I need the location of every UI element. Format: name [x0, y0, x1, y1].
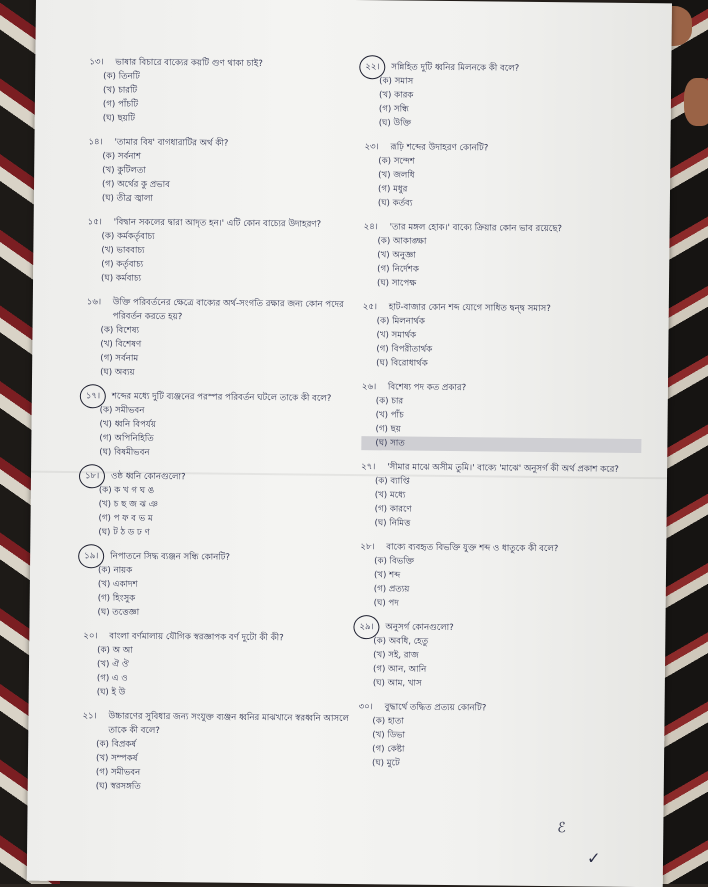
question-text: শব্দের মধ্যে দুটি ব্যঞ্জনের পরস্পর পরিবর্তন ঘটলে তাকে কী বলে?: [111, 391, 332, 404]
question-text: বিশেষ্য পদ কত প্রকার?: [387, 382, 467, 394]
option: (ক) তিনটি: [103, 71, 140, 82]
option: (ক) অবধি, হেতু: [373, 636, 429, 647]
option: (ক) সমাস: [379, 76, 414, 87]
option: (গ) সন্ধি: [378, 104, 409, 115]
question-27: [360, 460, 641, 533]
option: (ঘ) কর্তব্য: [377, 198, 413, 209]
question-number: ২৪।: [363, 222, 378, 233]
question-number: ১৩।: [89, 57, 104, 68]
question-text: হাট-বাজার কোন শব্দ যোগে সাধিত দ্বন্দ্ব সমাস?: [388, 302, 551, 315]
option: (ঘ) তীব্র জ্বালা: [101, 193, 153, 204]
option: (গ) এ ও: [96, 673, 128, 684]
question-text: ওষ্ঠ ধ্বনি কোনগুলো?: [110, 471, 186, 483]
question-number: ২৭।: [361, 462, 376, 473]
option-highlighted: (ঘ) সাত: [361, 436, 641, 453]
option: (খ) জলধি: [378, 170, 415, 181]
left-column: [82, 55, 360, 806]
option: (ঘ) পদ: [373, 598, 399, 609]
question-text: বাংলা বর্ণমালায় যৌগিক স্বরজ্ঞাপক বর্ণ দুটো কী কী?: [109, 631, 284, 644]
question-text: রূঢ়ি শব্দের উদাহরণ কোনটি?: [390, 142, 489, 154]
question-number-circled: ১৭।: [86, 389, 112, 403]
option: (ঘ) কর্মবাচ্য: [101, 273, 142, 284]
question-13: [89, 55, 360, 128]
question-26: [361, 380, 642, 453]
question-21: [82, 709, 353, 796]
question-28: [360, 540, 641, 613]
question-24: [363, 220, 644, 293]
option: (গ) প্রত্যয়: [373, 584, 410, 595]
option: (গ) পাঁচটি: [102, 99, 139, 110]
question-number-circled: ২২।: [365, 60, 391, 74]
option: (ক) ক খ গ ঘ ঙ: [98, 485, 155, 496]
question-number-circled: ১৯।: [84, 549, 110, 563]
option: (খ) কারক: [378, 90, 414, 101]
option: (ক) বিপ্রকর্ষ: [96, 739, 137, 750]
question-text: 'বিদ্বান সকলের দ্বারা আদৃত হন।' এটি কোন বাচ্যের উদাহরণ?: [113, 217, 322, 230]
question-19: [84, 549, 355, 622]
question-text: বুদ্ধার্থে তদ্ধিত প্রত্যয় কোনটি?: [384, 702, 487, 714]
option: (খ) ডিভা: [372, 730, 406, 741]
option: (খ) সম্পকর্ষ: [95, 753, 138, 764]
question-number: ৩০।: [358, 702, 373, 713]
option: (গ) অর্থের কু প্রভাব: [102, 179, 170, 191]
question-text: 'সীমার মাঝে অসীম তুমি।' বাক্যে 'মাঝে' অনুসর্গ কী অর্থ প্রকাশ করে?: [387, 462, 619, 475]
option: (গ) অপিনিহিতি: [99, 433, 154, 444]
option: (ঘ) বিষমীভবন: [99, 447, 150, 458]
option: (ক) অ আ: [97, 645, 133, 656]
question-number: ১৫।: [87, 217, 102, 228]
question-text: সন্নিহিত দুটি ধ্বনির মিলনকে কী বলে?: [391, 62, 520, 74]
option: (খ) চ ছ জ ঝ ঞ: [98, 499, 158, 510]
option: (ঘ) আম, খাস: [372, 678, 422, 689]
question-number: ২০।: [83, 631, 98, 642]
question-number: ২১।: [82, 711, 97, 722]
question-18: [84, 469, 355, 542]
option: (ক) কর্মকর্তৃবাচ্য: [101, 231, 155, 242]
option: (গ) ছয়: [375, 424, 401, 435]
question-text: 'তামার বিষ' বাগধারাটির অর্থ কী?: [114, 137, 229, 149]
option: (ঘ) সাপেক্ষ: [376, 278, 417, 289]
option: (ক) ব্যাপ্তি: [374, 476, 410, 487]
option: (ক) সমীভবন: [99, 405, 145, 416]
question-16: [86, 295, 357, 382]
question-14: [88, 135, 359, 208]
option: (গ) সমীভবন: [95, 767, 141, 778]
option: (ক) আকাঙ্ক্ষা: [377, 236, 427, 247]
option: (খ) চারটি: [102, 85, 138, 96]
question-number: ২৬।: [361, 382, 377, 393]
question-number: ২৮।: [360, 542, 375, 553]
option: (ঘ) তত্তেজ্ঞা: [97, 607, 140, 618]
option: (ঘ) মুটে: [371, 758, 400, 769]
question-20: [83, 629, 354, 702]
option: (খ) ভাববাচ্য: [101, 245, 145, 256]
option: (ক) মিলনার্থক: [376, 316, 425, 327]
option: (ক) হাতা: [372, 716, 404, 727]
option: (ঘ) উক্তি: [378, 118, 412, 129]
question-text: ভাষার বিচারে বাক্যের কয়টি গুণ থাকা চাই?: [115, 57, 263, 70]
option: (গ) আন, আনি: [372, 664, 427, 675]
question-text: বাক্যে ব্যবহৃত বিভক্তি যুক্ত শব্দ ও ধাতুকে কী বলে?: [386, 542, 559, 555]
question-15: [87, 215, 358, 288]
question-text: 'তার মঙ্গল হোক।' বাক্যে ক্রিয়ার কোন ভাব রয়েছে?: [389, 222, 563, 235]
right-column: [358, 60, 646, 783]
question-text: নিপাতনে সিদ্ধ ব্যঞ্জন সন্ধি কোনটি?: [110, 551, 231, 563]
question-text: উক্তি পরিবর্তনের ক্ষেত্রে বাক্যের অর্থ-সংগতি রক্ষার জন্য কোন পদের পরিবর্তন করতে হয়?: [112, 297, 344, 323]
option: (ঘ) ই উ: [96, 687, 126, 698]
option: (ক) নায়ক: [97, 565, 133, 576]
option: (ঘ) ছয়টি: [102, 113, 135, 124]
option: (খ) মধ্যে: [374, 490, 406, 501]
option: (ক) সন্দেশ: [378, 156, 415, 167]
option: (ঘ) স্বরসঙ্গতি: [95, 781, 141, 792]
question-17: [85, 389, 356, 462]
option: (ক) বিভক্তি: [374, 556, 415, 567]
option: (গ) প ফ ব ভ ম: [98, 513, 153, 524]
question-text: উচ্চারণের সুবিধার জন্য সংযুক্ত ব্যঞ্জন ধ্বনির মাঝখানে স্বরধ্বনি আসলে তাকে কী বলে?: [108, 711, 349, 737]
option: (ক) বিশেষ্য: [100, 325, 140, 336]
question-sheet: [27, 0, 672, 887]
question-number: ১৬।: [86, 297, 102, 308]
pen-checkmark-icon: ✓: [586, 848, 601, 868]
option: (খ) শব্দ: [373, 570, 401, 581]
option: (গ) কারণে: [374, 504, 412, 515]
question-number: ২৩।: [364, 142, 379, 153]
option: (গ) বিপরীতার্থক: [376, 344, 433, 355]
option: (গ) কেষ্টা: [372, 744, 405, 755]
question-number-circled: ১৮।: [85, 469, 111, 483]
option: (খ) কুটিলতা: [102, 165, 146, 176]
option: (ঘ) বিরোধার্থক: [376, 358, 428, 369]
option: (খ) সই, রাজ: [373, 650, 419, 661]
option: (গ) হিংসুক: [97, 593, 136, 604]
option: (খ) একাদশ: [97, 579, 138, 590]
option: (গ) সর্বনাম: [100, 353, 139, 364]
option: (ক) সর্বনাশ: [102, 151, 142, 162]
question-22: [365, 60, 646, 133]
option: (খ) পাঁচ: [375, 410, 404, 421]
question-number: ১৪।: [88, 137, 103, 148]
question-30: [358, 700, 639, 773]
option: (খ) ঐ ঔ: [96, 659, 129, 670]
question-23: [364, 140, 645, 213]
finger-right: [684, 78, 708, 126]
question-25: [362, 300, 643, 373]
option: (গ) কর্তৃবাচ্য: [101, 259, 144, 270]
question-text: অনুসর্গ কোনগুলো?: [385, 622, 454, 634]
option: (ঘ) অব্যয়: [100, 367, 135, 378]
option: (খ) অনুজ্ঞা: [377, 250, 416, 261]
question-number-circled: ২৯।: [359, 620, 385, 634]
pen-checkmark-icon: ℰ: [557, 820, 566, 837]
question-number: ২৫।: [362, 302, 378, 313]
option: (ক) চার: [375, 396, 404, 407]
option: (গ) মধুর: [377, 184, 408, 195]
option: (খ) ধ্বনি বিপর্যয়: [99, 419, 156, 430]
option: (খ) বিশেষণ: [100, 339, 142, 350]
option: (ঘ) ট ঠ ড ঢ ণ: [98, 527, 150, 538]
option: (ঘ) নিমিত্ত: [374, 518, 411, 529]
option: (খ) সমার্থক: [376, 330, 417, 341]
question-29: [359, 620, 640, 693]
option: (গ) নির্দেশক: [377, 264, 419, 275]
